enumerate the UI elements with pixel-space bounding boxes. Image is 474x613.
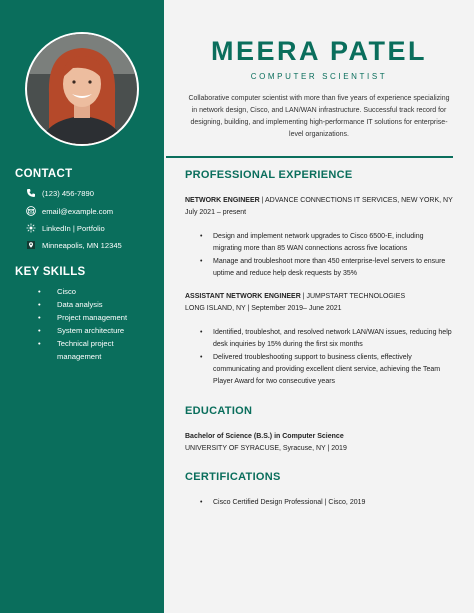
job-header — [185, 291, 455, 303]
email-text[interactable]: email@example.com — [42, 206, 114, 216]
contact-links[interactable] — [26, 223, 105, 233]
contact-heading: CONTACT — [15, 168, 73, 180]
education-degree: Bachelor of Science (B.S.) in Computer Science — [185, 433, 344, 440]
section-divider — [166, 156, 453, 158]
job-dates: July 2021 – present — [185, 209, 247, 216]
skill-item: • Project management — [40, 311, 150, 324]
experience-heading: PROFESSIONAL EXPERIENCE — [185, 169, 353, 181]
education-heading: EDUCATION — [185, 405, 253, 417]
location-icon — [26, 240, 36, 250]
job-dates: LONG ISLAND, NY | September 2019– June 2021 — [185, 305, 342, 312]
job-bullet: • Delivered troubleshooting support to business clients, effectively communicating and providing excellent client service, achieving the Team Player Award for two consecutive years — [213, 352, 453, 388]
contact-phone — [26, 188, 94, 198]
phone-text: (123) 456-7890 — [42, 188, 94, 198]
skills-heading: KEY SKILLS — [15, 266, 86, 278]
skill-item: • Technical project management — [40, 337, 150, 363]
profile-photo-frame — [25, 32, 139, 146]
link-icon — [26, 223, 36, 233]
phone-icon — [26, 188, 36, 198]
candidate-role: COMPUTER SCIENTIST — [250, 72, 388, 81]
job-bullet: • Identified, troubleshot, and resolved network LAN/WAN issues, reducing help desk inquiries by 15% during the first six months — [213, 327, 453, 351]
sidebar — [0, 0, 164, 613]
education-school: UNIVERSITY OF SYRACUSE, Syracuse, NY | 2019 — [185, 445, 347, 452]
job-company: | ADVANCE CONNECTIONS IT SERVICES, NEW YORK, NY — [259, 197, 453, 204]
main-content — [164, 0, 474, 613]
job-title: NETWORK ENGINEER — [185, 197, 260, 204]
job-company: | JUMPSTART TECHNOLOGIES — [300, 293, 406, 300]
certifications-heading: CERTIFICATIONS — [185, 471, 281, 483]
certification-item: • Cisco Certified Design Professional | Cisco, 2019 — [213, 497, 453, 509]
job-header — [185, 195, 455, 207]
profile-photo — [27, 34, 137, 144]
job-bullet: • Manage and troubleshoot more than 450 enterprise-level servers to ensure uptime and reduce help desk requests by 35% — [213, 256, 453, 280]
summary-paragraph: Collaborative computer scientist with more than five years of experience specializing in network design, Cisco, and LAN/WAN infrastructure. Successful track record for designing, building, and implementing high-performance IT solutions for enterprise-level organizations. — [188, 95, 450, 138]
skill-item: • Cisco — [40, 285, 150, 298]
job-title: ASSISTANT NETWORK ENGINEER — [185, 293, 301, 300]
links-text[interactable]: LinkedIn | Portfolio — [42, 223, 105, 233]
contact-location — [26, 240, 122, 250]
skill-item: • System architecture — [40, 324, 150, 337]
email-icon — [26, 206, 36, 216]
candidate-name: MEERA PATEL — [211, 36, 427, 66]
skill-item: • Data analysis — [40, 298, 150, 311]
location-text: Minneapolis, MN 12345 — [42, 240, 122, 250]
contact-email[interactable] — [26, 206, 113, 216]
job-bullet: • Design and implement network upgrades to Cisco 6500-E, including migrating more than 85 WAN connections across five locations — [213, 231, 453, 255]
